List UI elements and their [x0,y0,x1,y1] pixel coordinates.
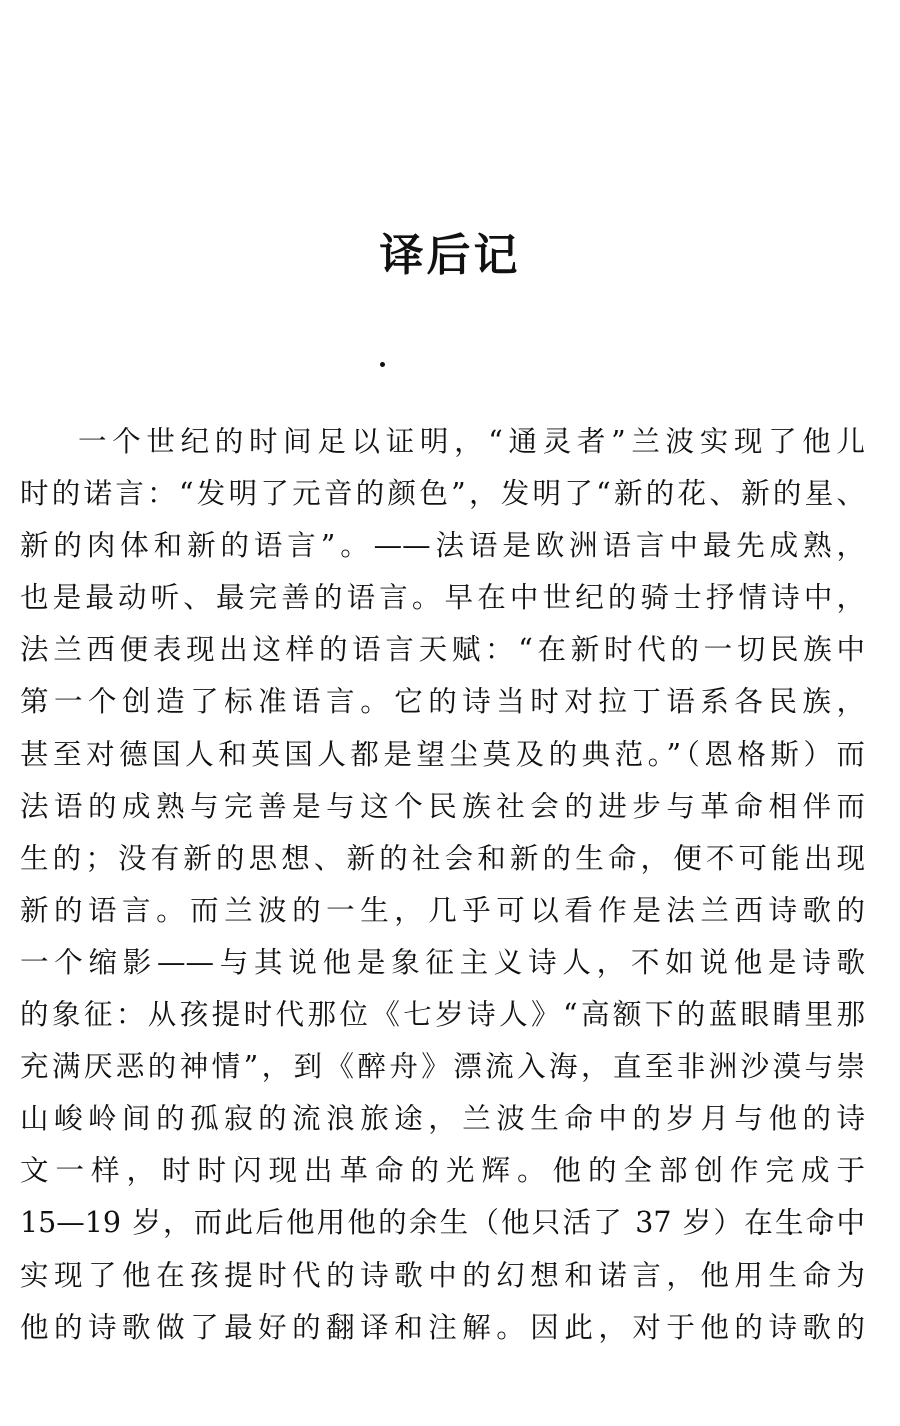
emphasized-char: 命 [805,1206,837,1240]
text-line-13: 充满厌恶的神情”，到《醉舟》漂流入海，直至非洲沙漠与崇 [20,1050,865,1084]
text-line-14: 山峻岭间的孤寂的流浪旅途，兰波生命中的岁月与他的诗 [20,1102,865,1136]
text-line-3: 新的肉体和新的语言”。——法语是欧洲语言中最先成熟， [20,529,865,563]
text-line-12: 的象征：从孩提时代那位《七岁诗人》“高额下的蓝眼睛里那 [20,998,865,1032]
emphasized-char: 中 [836,1206,865,1240]
text-line-17: 实现了他在孩提时代的诗歌中的幻想和诺言，他用生命为 [20,1258,865,1292]
text-line-2: 时的诺言：“发明了元音的颜色”，发明了“新的花、新的星、 [20,477,865,511]
text-line-16-start: 15—19 岁，而此后他用他的余生（他只活了 37 岁） [20,1206,745,1240]
text-line-5: 法兰西便表现出这样的语言天赋：“在新时代的一切民族中 [20,633,865,667]
ornament-dot [380,362,385,367]
text-line-16 [20,1197,865,1249]
text-line-7: 甚至对德国人和英国人都是望尘莫及的典范。”（恩格斯）而 [20,737,865,771]
text-line-11: 一个缩影——与其说他是象征主义诗人，不如说他是诗歌 [20,945,865,979]
page-title: 译后记 [379,230,521,281]
text-line-18: 他的诗歌做了最好的翻译和注解。因此，对于他的诗歌的 [20,1310,865,1344]
text-line-15: 文一样，时时闪现出革命的光辉。他的全部创作完成于 [20,1154,865,1188]
emphasized-char: 在 [744,1206,775,1240]
text-line-1: 一个世纪的时间足以证明，“通灵者”兰波实现了他儿 [78,425,865,458]
text-line-6: 第一个创造了标准语言。它的诗当时对拉丁语系各民族， [20,685,865,719]
emphasized-char: 生 [774,1206,806,1240]
text-line-4: 也是最动听、最完善的语言。早在中世纪的骑士抒情诗中， [20,581,865,615]
text-line-9: 生的；没有新的思想、新的社会和新的生命，便不可能出现 [20,841,865,875]
text-line-10: 新的语言。而兰波的一生，几乎可以看作是法兰西诗歌的 [20,893,865,927]
emphasized-text [744,1206,865,1239]
body-text [20,416,865,1354]
text-line-8: 法语的成熟与完善是与这个民族社会的进步与革命相伴而 [20,789,865,823]
